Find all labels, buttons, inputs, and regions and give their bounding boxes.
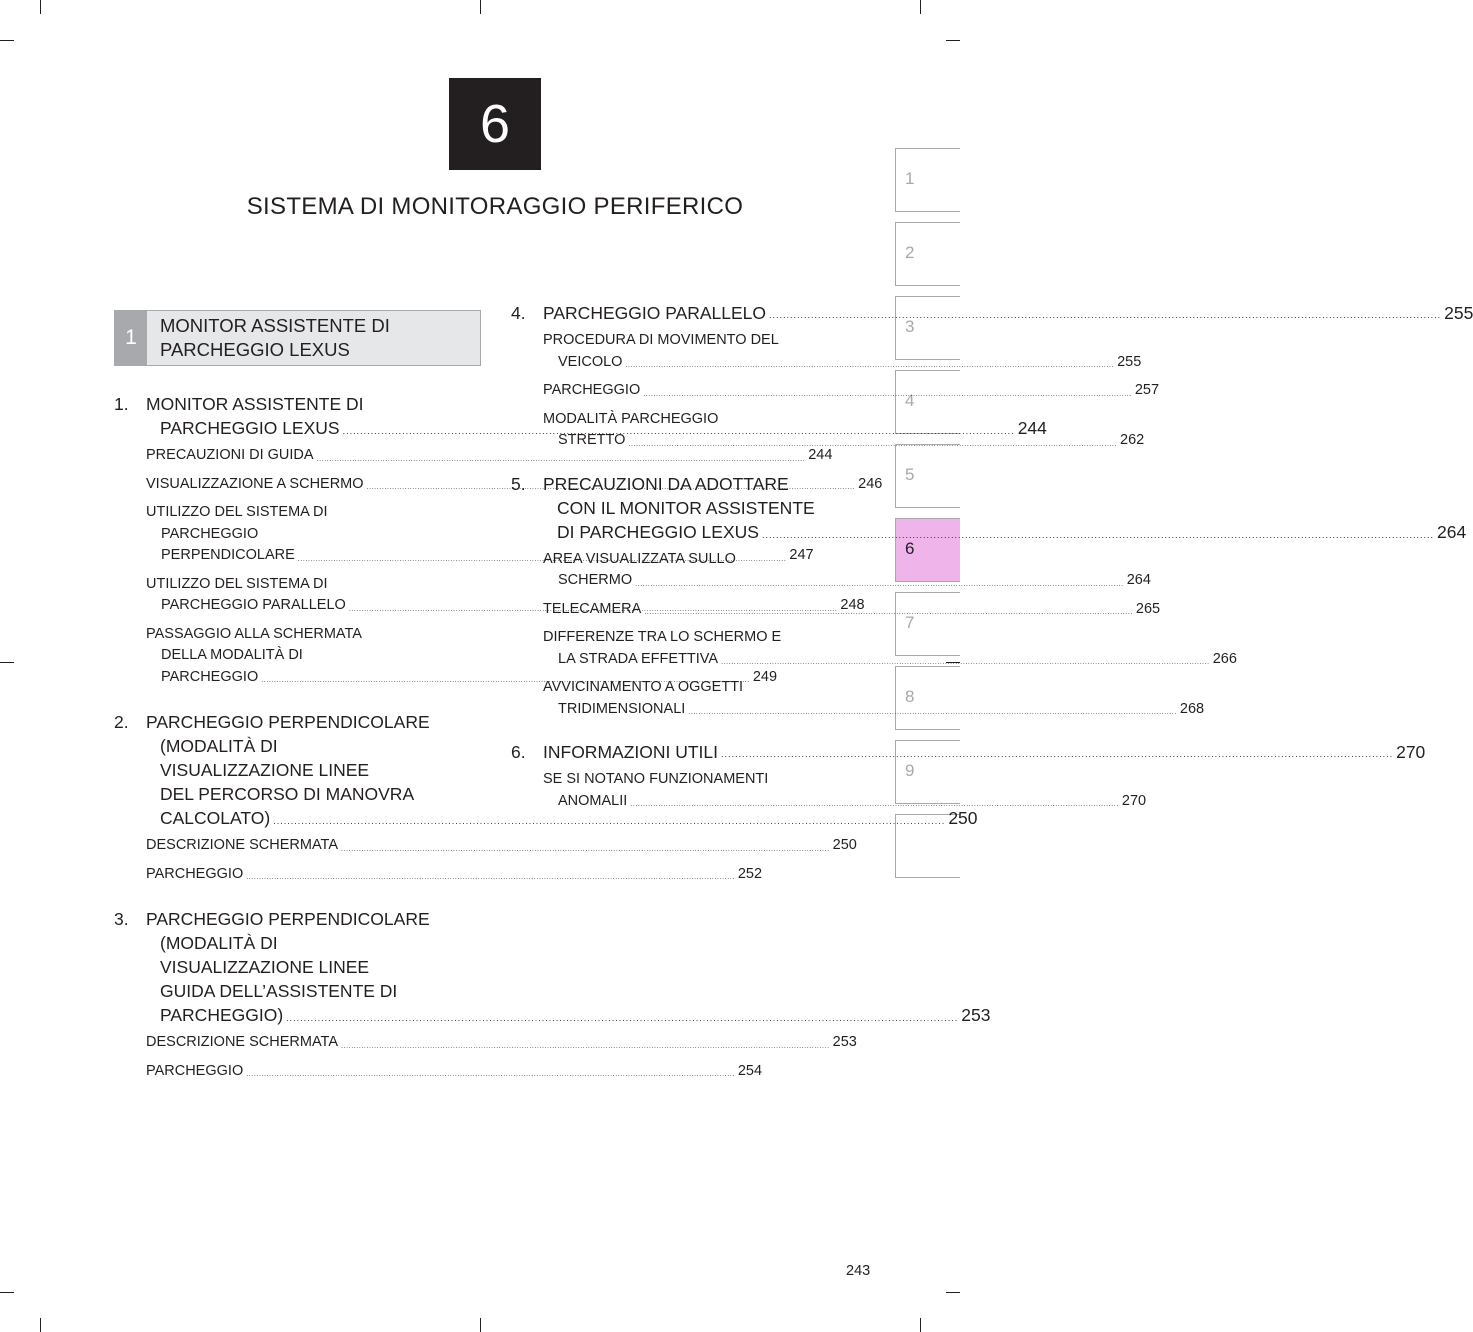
toc-entry[interactable]: [511, 740, 1426, 812]
toc-leader-line: [543, 699, 1205, 721]
crop-mark: [480, 0, 481, 14]
toc-subentry-text: DESCRIZIONE SCHERMATA: [146, 837, 339, 853]
toc-subentry-text: PARCHEGGIO PARALLELO: [161, 597, 346, 613]
toc-subentry[interactable]: [543, 380, 1160, 402]
leader-dots: [628, 441, 1117, 452]
crop-mark: [920, 1318, 921, 1332]
toc-entry-heading[interactable]: [511, 472, 1467, 544]
toc-leader-line: [146, 445, 833, 467]
toc-page-number: 257: [1134, 382, 1160, 398]
toc-entry-heading[interactable]: [114, 907, 991, 1027]
leader-dots: [762, 530, 1434, 545]
tab-label: 6: [905, 539, 915, 558]
toc-entry-number: 1.: [114, 394, 129, 414]
toc-subentry-line: SE SI NOTANO FUNZIONAMENTI: [543, 771, 769, 787]
toc-subentries: [511, 769, 1147, 812]
toc-page-number: 255: [1444, 303, 1473, 323]
toc-page-number: 249: [752, 668, 778, 685]
toc-subentries: [114, 1032, 857, 1082]
crop-mark: [40, 1318, 41, 1332]
toc-subentry-line: UTILIZZO DEL SISTEMA DI: [146, 504, 328, 520]
toc-entry-heading[interactable]: [511, 740, 1426, 764]
toc-subentry[interactable]: [543, 677, 1205, 720]
toc-entry-line: (MODALITÀ DI: [160, 933, 278, 953]
crop-mark: [0, 1292, 14, 1293]
tab-label: 2: [905, 243, 915, 262]
toc-entry-line: PRECAUZIONI DA ADOTTARE: [543, 473, 789, 494]
toc-entry-number: 5.: [511, 473, 526, 494]
toc-subentry-text: TELECAMERA: [543, 600, 642, 617]
toc-subentry-text: VEICOLO: [558, 353, 623, 370]
toc-page-number: 247: [789, 547, 814, 563]
toc-subentry-text: PARCHEGGIO: [146, 865, 244, 882]
toc-page-number: 262: [1120, 432, 1145, 448]
tab-4[interactable]: [895, 370, 960, 434]
toc-page-number: 252: [737, 865, 763, 882]
toc-leader-line: [146, 1003, 991, 1027]
toc-leader-line: [543, 599, 1161, 621]
leader-dots: [286, 1013, 958, 1028]
tab-label: 8: [905, 687, 915, 706]
leader-dots: [635, 581, 1124, 592]
chapter-number: 6: [479, 94, 511, 154]
toc-page-number: 268: [1179, 700, 1205, 717]
toc-entry-text: PARCHEGGIO LEXUS: [160, 418, 340, 438]
toc-entry-number: 3.: [114, 909, 129, 929]
toc-subentry[interactable]: [543, 549, 1151, 592]
toc-page-number: 270: [1121, 792, 1147, 809]
tab-5[interactable]: [895, 444, 960, 508]
page-number: 243: [846, 1263, 871, 1279]
tab-8[interactable]: [895, 666, 960, 730]
leader-dots: [246, 874, 735, 885]
tab-2[interactable]: [895, 222, 960, 286]
tab-label: 3: [905, 317, 915, 336]
toc-page-number: 244: [808, 447, 833, 463]
toc-subentries: [511, 549, 1237, 721]
crop-mark: [0, 40, 14, 41]
toc-leader-line: [543, 352, 1142, 374]
toc-leader-line: [543, 740, 1426, 764]
chapter-title: SISTEMA DI MONITORAGGIO PERIFERICO: [246, 193, 744, 220]
toc-entry-line: GUIDA DELL’ASSISTENTE DI: [160, 981, 398, 1001]
crop-mark: [946, 40, 960, 41]
toc-subentry-text: DESCRIZIONE SCHERMATA: [146, 1034, 339, 1050]
toc-subentry-line: AREA VISUALIZZATA SULLO: [543, 550, 736, 567]
toc-entry-line: MONITOR ASSISTENTE DI: [146, 394, 364, 414]
toc-subentry-text: TRIDIMENSIONALI: [558, 700, 686, 717]
toc-subentry-text: SCHERMO: [558, 572, 633, 588]
section-title: [160, 314, 390, 362]
toc-subentry-text: STRETTO: [558, 432, 626, 448]
toc-subentry-text: LA STRADA EFFETTIVA: [558, 650, 719, 667]
tab-7[interactable]: [895, 592, 960, 656]
toc-entry-text: PARCHEGGIO): [160, 1005, 284, 1025]
tab-label: 5: [905, 465, 915, 484]
toc-page-number: 270: [1396, 742, 1426, 762]
crop-mark: [920, 0, 921, 14]
toc-entry[interactable]: [511, 472, 1467, 721]
crop-mark: [480, 1318, 481, 1332]
chapter-number-box: [449, 78, 541, 170]
toc-entry-line: PARCHEGGIO PERPENDICOLARE: [146, 909, 430, 929]
toc-subentry[interactable]: [146, 1032, 857, 1054]
crop-mark: [0, 662, 14, 663]
leader-dots: [625, 362, 1114, 373]
tab-1[interactable]: [895, 148, 960, 212]
toc-subentry[interactable]: [146, 1061, 763, 1083]
toc-leader-line: [543, 570, 1151, 592]
toc-leader-line: [543, 649, 1237, 671]
toc-leader-line: [543, 791, 1147, 813]
toc-subentry-line: PROCEDURA DI MOVIMENTO DEL: [543, 332, 779, 348]
toc-page-number: 253: [832, 1034, 857, 1050]
toc-subentry[interactable]: [543, 330, 1142, 373]
tab-6[interactable]: [895, 518, 960, 582]
toc-page-number: 265: [1135, 600, 1161, 617]
toc-entry-line: VISUALIZZAZIONE LINEE: [160, 957, 370, 977]
toc-subentry[interactable]: [146, 864, 763, 886]
crop-mark: [40, 0, 41, 14]
toc-subentry-line: DELLA MODALITÀ DI: [161, 647, 303, 663]
toc-subentry-line: AVVICINAMENTO A OGGETTI: [543, 679, 744, 695]
toc-entry[interactable]: [114, 907, 991, 1082]
toc-page-number: 266: [1212, 650, 1237, 667]
toc-entry-text: CALCOLATO): [160, 808, 271, 828]
toc-subentry-text: PERPENDICOLARE: [161, 547, 295, 563]
leader-dots: [644, 609, 1133, 620]
tab-label: 4: [905, 391, 915, 410]
toc-leader-line: [543, 520, 1467, 544]
tab-label: 9: [905, 761, 915, 780]
toc-subentry-line: DIFFERENZE TRA LO SCHERMO E: [543, 629, 782, 645]
leader-dots: [341, 1043, 830, 1054]
toc-page-number: 250: [948, 808, 978, 828]
toc-entry-number: 2.: [114, 712, 129, 732]
toc-entry-number: 6.: [511, 742, 526, 762]
toc-page-number: 246: [858, 475, 883, 492]
section-number: 1: [115, 311, 147, 365]
toc-subentry[interactable]: [543, 769, 1147, 812]
leader-dots: [630, 801, 1119, 812]
toc-subentry-text: PRECAUZIONI DI GUIDA: [146, 447, 314, 463]
leader-dots: [721, 750, 1393, 764]
leader-dots: [643, 391, 1132, 402]
toc-page-number: 244: [1017, 418, 1047, 438]
toc-entry-text: INFORMAZIONI UTILI: [543, 742, 718, 762]
toc-page-number: 264: [1126, 572, 1151, 588]
toc-subentry-text: PARCHEGGIO: [146, 1062, 244, 1079]
toc-leader-line: [146, 806, 978, 830]
toc-subentry-text: PARCHEGGIO: [543, 382, 641, 398]
toc-entry-line: CON IL MONITOR ASSISTENTE: [557, 497, 815, 518]
toc-subentry-line: MODALITÀ PARCHEGGIO: [543, 410, 719, 427]
toc-page-number: 264: [1437, 521, 1467, 542]
toc-leader-line: [146, 864, 763, 886]
toc-subentry[interactable]: [543, 627, 1237, 670]
toc-page-number: 250: [832, 837, 857, 853]
toc-leader-line: [543, 301, 1473, 325]
toc-subentry[interactable]: [146, 445, 833, 467]
toc-subentries: [114, 835, 857, 885]
tab-3[interactable]: [895, 296, 960, 360]
toc-page-number: 253: [961, 1005, 991, 1025]
crop-mark: [946, 1292, 960, 1293]
toc-leader-line: [146, 1032, 857, 1054]
toc-entry-line: (MODALITÀ DI: [160, 736, 278, 756]
leader-dots: [721, 659, 1210, 670]
toc-entry-line: PARCHEGGIO PERPENDICOLARE: [146, 712, 430, 732]
toc-leader-line: [146, 835, 857, 857]
toc-entry-line: VISUALIZZAZIONE LINEE: [160, 760, 370, 780]
leader-dots: [341, 846, 830, 857]
toc-entry-number: 4.: [511, 303, 526, 323]
toc-leader-line: [543, 430, 1145, 452]
toc-entry-text: PARCHEGGIO PARALLELO: [543, 303, 767, 323]
leader-dots: [688, 709, 1177, 720]
toc-leader-line: [543, 380, 1160, 402]
toc-entry-line: DEL PERCORSO DI MANOVRA: [160, 784, 415, 804]
toc-subentry-text: PARCHEGGIO: [161, 668, 259, 685]
section-title-line: MONITOR ASSISTENTE DI: [160, 315, 390, 336]
tab-label: 1: [905, 169, 915, 188]
toc-subentry[interactable]: [146, 835, 857, 857]
toc-leader-line: [146, 1061, 763, 1083]
toc-entry-heading[interactable]: [511, 301, 1473, 325]
section-header: [114, 310, 481, 366]
toc-subentry[interactable]: [543, 599, 1161, 621]
toc-subentry-line: UTILIZZO DEL SISTEMA DI: [146, 575, 328, 592]
section-title-line: PARCHEGGIO LEXUS: [160, 339, 350, 360]
leader-dots: [769, 311, 1441, 325]
toc-subentry-text: ANOMALII: [558, 792, 628, 809]
toc-subentry-line: PARCHEGGIO: [161, 525, 259, 542]
toc-subentry-text: VISUALIZZAZIONE A SCHERMO: [146, 475, 364, 492]
toc-subentry-line: PASSAGGIO ALLA SCHERMATA: [146, 625, 362, 642]
tab-label: 7: [905, 613, 915, 632]
toc-page-number: 255: [1117, 353, 1142, 370]
leader-dots: [246, 1071, 735, 1082]
toc-page-number: 254: [737, 1062, 763, 1079]
toc-page-number: 248: [840, 597, 865, 613]
toc-entry-text: DI PARCHEGGIO LEXUS: [557, 521, 759, 542]
